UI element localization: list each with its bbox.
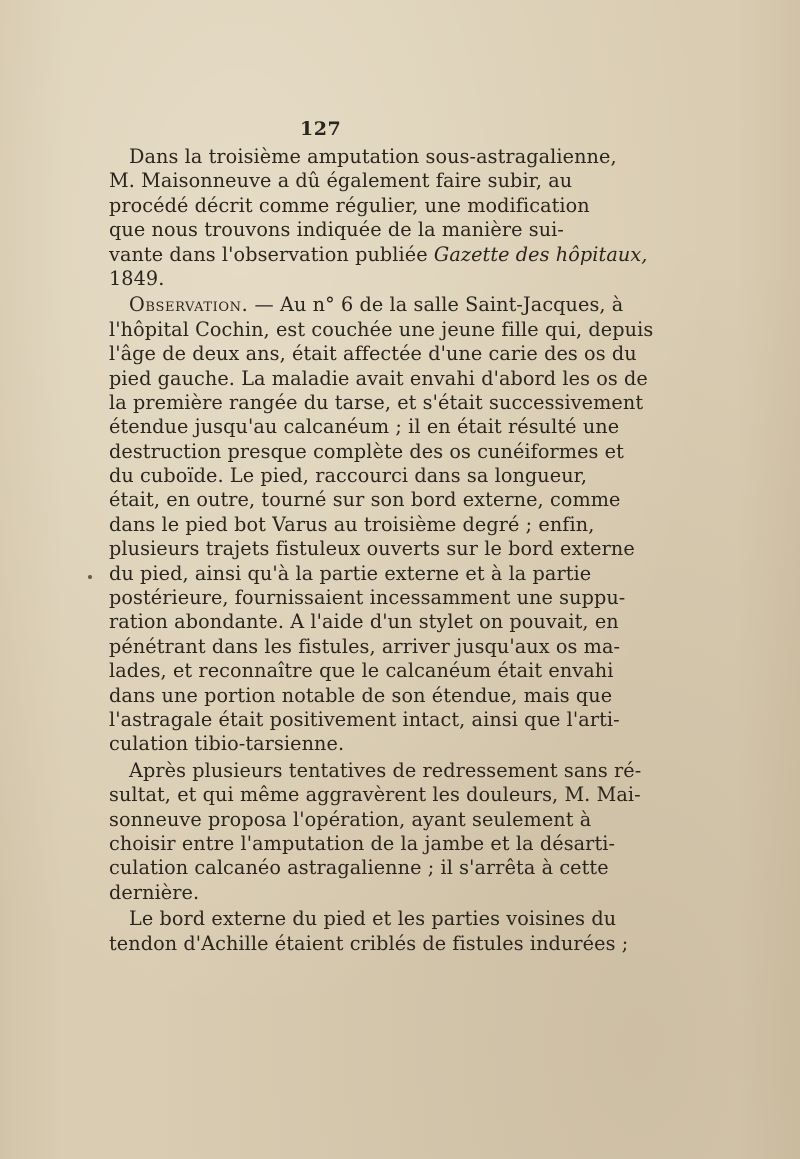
paragraph-1 xyxy=(109,145,648,291)
text-line: destruction presque complète des os cunéiformes et xyxy=(109,439,624,463)
text-line: sultat, et qui même aggravèrent les douleurs, M. Mai- xyxy=(109,783,641,807)
text-line: la première rangée du tarse, et s'était successivement xyxy=(109,390,644,414)
text-fragment: — Au n° 6 de la salle Saint-Jacques, à xyxy=(248,293,624,317)
text-line: dans une portion notable de son étendue, mais que xyxy=(109,683,613,707)
text-fragment: vante dans l'observation publiée xyxy=(109,242,434,266)
text-line: Le bord externe du pied et les parties voisines du xyxy=(129,907,617,931)
text-line xyxy=(109,293,624,317)
text-line: plusieurs trajets fistuleux ouverts sur le bord externe xyxy=(109,537,635,561)
text-line: l'âge de deux ans, était affectée d'une carie des os du xyxy=(109,342,637,366)
text-line: était, en outre, tourné sur son bord externe, comme xyxy=(109,488,621,512)
text-line: l'astragale était positivement intact, ainsi que l'arti- xyxy=(109,707,620,731)
text-line: sonneuve proposa l'opération, ayant seulement à xyxy=(109,807,592,831)
text-line: M. Maisonneuve a dû également faire subir, au xyxy=(109,169,573,193)
journal-title: Gazette des hôpitaux, xyxy=(433,242,648,266)
text-line xyxy=(109,242,648,267)
body-text xyxy=(109,145,654,956)
text-line: du pied, ainsi qu'à la partie externe et à la partie xyxy=(109,561,592,585)
paragraph-2 xyxy=(109,293,654,756)
text-line: Dans la troisième amputation sous-astragalienne, xyxy=(129,145,617,168)
text-line: que nous trouvons indiquée de la manière sui- xyxy=(109,218,565,242)
paragraph-4 xyxy=(109,907,629,956)
text-line: dans le pied bot Varus au troisième degré ; enfin, xyxy=(109,512,595,536)
text-line: pied gauche. La maladie avait envahi d'abord les os de xyxy=(109,366,648,390)
text-line: l'hôpital Cochin, est couchée une jeune fille qui, depuis xyxy=(109,317,654,341)
text-line: tendon d'Achille étaient criblés de fistules indurées ; xyxy=(109,931,629,955)
text-line: Après plusieurs tentatives de redressement sans ré- xyxy=(129,758,642,782)
text-line: procédé décrit comme régulier, une modification xyxy=(109,193,590,217)
text-line: culation calcanéo astragalienne ; il s'arrêta à cette xyxy=(109,856,609,880)
observation-heading: Observation. xyxy=(129,293,249,317)
text-line: culation tibio-tarsienne. xyxy=(109,732,345,756)
text-line: pénétrant dans les fistules, arriver jusqu'aux os ma- xyxy=(109,634,621,658)
text-line: du cuboïde. Le pied, raccourci dans sa longueur, xyxy=(109,464,588,488)
text-line: postérieure, fournissaient incessamment une suppu- xyxy=(109,586,626,610)
paragraph-3 xyxy=(109,758,642,905)
text-line: étendue jusqu'au calcanéum ; il en était résulté une xyxy=(109,415,620,439)
text-line: ration abondante. A l'aide d'un stylet on pouvait, en xyxy=(109,610,619,634)
text-line: lades, et reconnaître que le calcanéum était envahi xyxy=(109,659,614,683)
page-number: 127 xyxy=(300,118,342,140)
text-line: 1849. xyxy=(109,266,165,290)
text-line: dernière. xyxy=(109,880,200,904)
text-line: choisir entre l'amputation de la jambe et la désarti- xyxy=(109,831,616,855)
paper-speck xyxy=(88,575,92,579)
